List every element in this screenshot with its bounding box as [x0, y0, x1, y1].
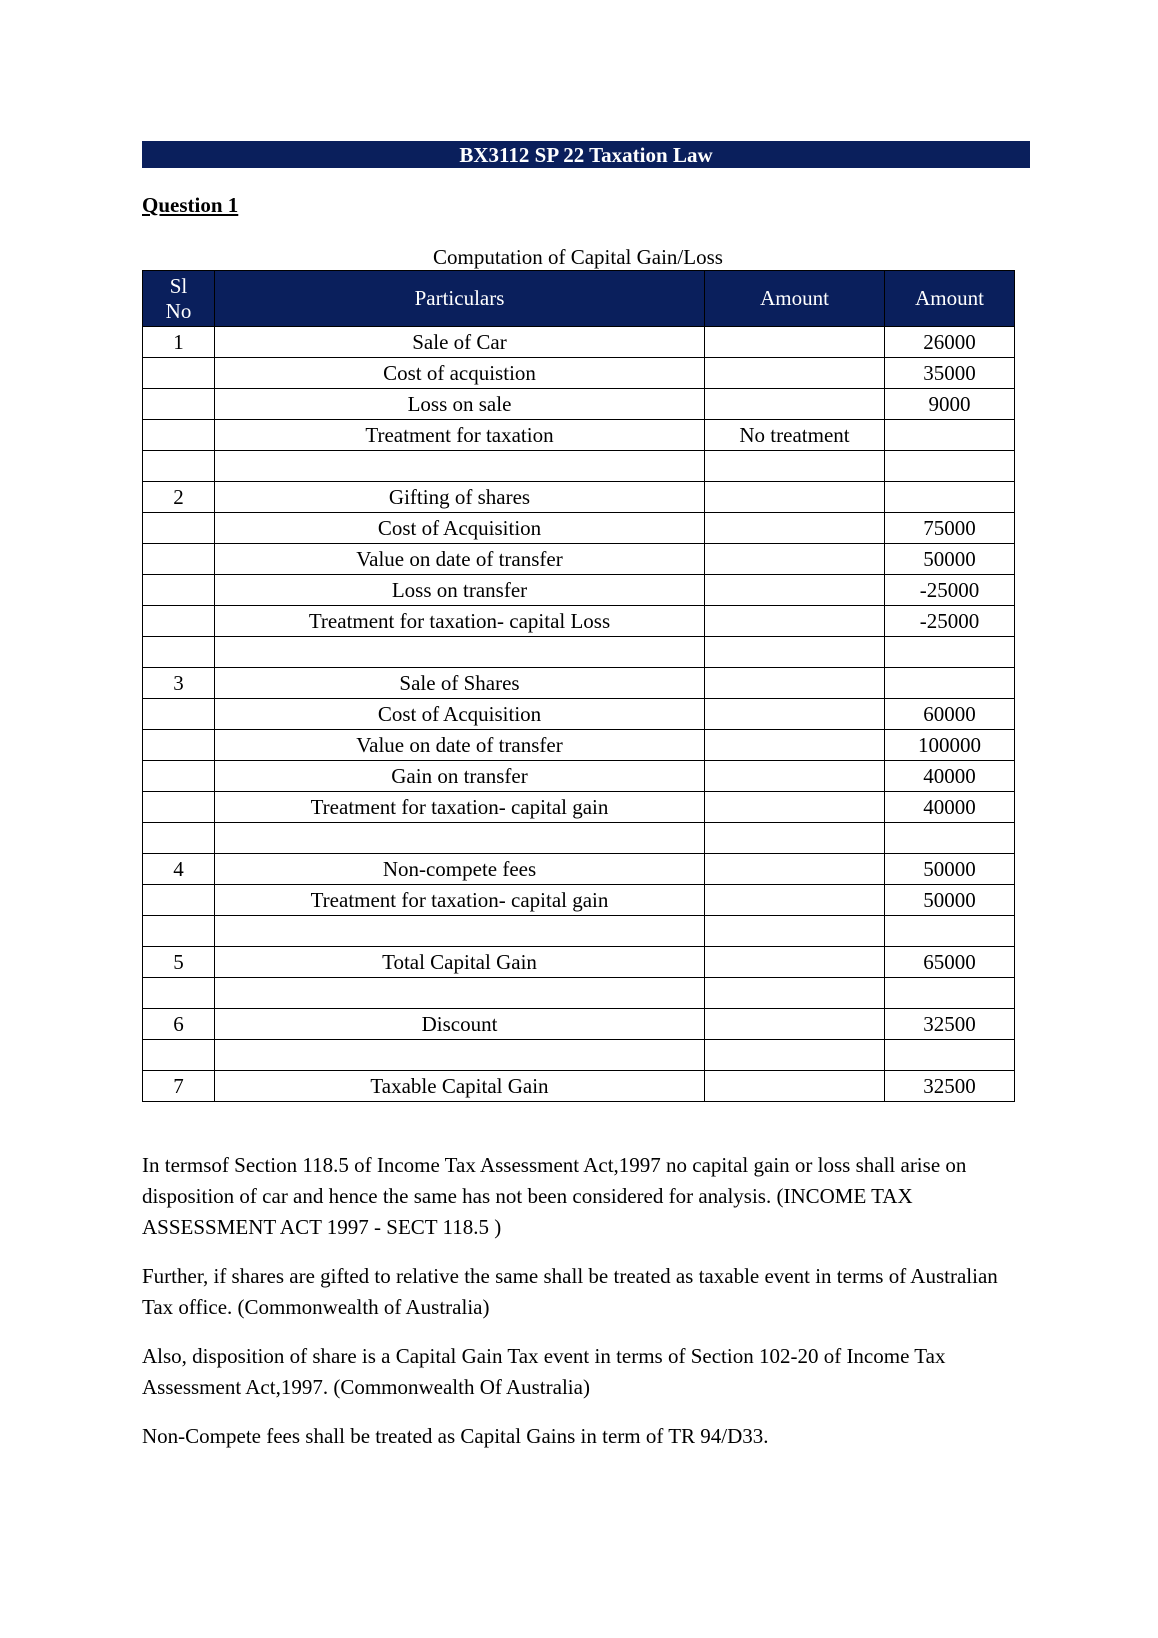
cell-amount: [705, 1040, 885, 1071]
cell-amount-total: 26000: [885, 327, 1015, 358]
table-row: [143, 1040, 1015, 1071]
cell-sl-no: [143, 885, 215, 916]
cell-particulars: Gifting of shares: [215, 482, 705, 513]
cell-amount-total: 40000: [885, 792, 1015, 823]
table-row: [143, 544, 1015, 575]
cell-sl-no: [143, 637, 215, 668]
cell-amount: [705, 823, 885, 854]
column-header-sl-no: [143, 271, 215, 327]
cell-amount-total: 60000: [885, 699, 1015, 730]
note-paragraph: Further, if shares are gifted to relative the same shall be treated as taxable event in terms of Australian Tax office. (Commonwealth of Australia): [142, 1264, 998, 1319]
capital-gain-table: [142, 270, 1015, 1102]
cell-amount: [705, 885, 885, 916]
cell-sl-no: 2: [143, 482, 215, 513]
cell-amount: [705, 668, 885, 699]
cell-amount: [705, 978, 885, 1009]
cell-particulars: Treatment for taxation- capital Loss: [215, 606, 705, 637]
cell-amount: [705, 451, 885, 482]
cell-particulars: Loss on transfer: [215, 575, 705, 606]
cell-amount: [705, 947, 885, 978]
cell-amount: [705, 389, 885, 420]
cell-particulars: Taxable Capital Gain: [215, 1071, 705, 1102]
cell-particulars: Cost of acquistion: [215, 358, 705, 389]
note-paragraph: Also, disposition of share is a Capital Gain Tax event in terms of Section 102-20 of Income Tax Assessment Act,1997. (Commonwealth Of Australia): [142, 1344, 946, 1399]
cell-amount-total: [885, 978, 1015, 1009]
cell-amount: [705, 1071, 885, 1102]
column-header-amount-total: Amount: [885, 271, 1015, 327]
question-heading: Question 1: [142, 193, 239, 217]
table-row: [143, 637, 1015, 668]
cell-particulars: Treatment for taxation- capital gain: [215, 885, 705, 916]
cell-particulars: [215, 1040, 705, 1071]
table-row: [143, 482, 1015, 513]
cell-particulars: Sale of Car: [215, 327, 705, 358]
cell-amount: [705, 606, 885, 637]
cell-amount-total: 100000: [885, 730, 1015, 761]
cell-amount-total: [885, 482, 1015, 513]
column-header-label: Sl No: [165, 273, 192, 323]
cell-particulars: Loss on sale: [215, 389, 705, 420]
cell-amount-total: [885, 637, 1015, 668]
cell-sl-no: [143, 451, 215, 482]
table-row: [143, 575, 1015, 606]
cell-amount-total: 32500: [885, 1009, 1015, 1040]
cell-amount-total: [885, 420, 1015, 451]
cell-sl-no: [143, 575, 215, 606]
table-row: [143, 978, 1015, 1009]
table-row: [143, 730, 1015, 761]
explanatory-notes: [142, 1150, 1030, 1452]
document-title: BX3112 SP 22 Taxation Law: [142, 141, 1030, 168]
cell-amount-total: 75000: [885, 513, 1015, 544]
cell-amount-total: -25000: [885, 606, 1015, 637]
cell-amount: [705, 575, 885, 606]
cell-amount-total: 50000: [885, 544, 1015, 575]
cell-sl-no: [143, 699, 215, 730]
table-row: [143, 327, 1015, 358]
cell-amount: [705, 761, 885, 792]
table-row: [143, 947, 1015, 978]
cell-sl-no: 4: [143, 854, 215, 885]
table-row: [143, 823, 1015, 854]
cell-particulars: Treatment for taxation: [215, 420, 705, 451]
cell-amount-total: [885, 451, 1015, 482]
note-paragraph: In termsof Section 118.5 of Income Tax Assessment Act,1997 no capital gain or loss shall arise on disposition of car and hence the same has not been considered for analysis. (INCOME TAX ASSESSMENT ACT 1997 - SECT 118.5 ): [142, 1153, 967, 1239]
column-header-particulars: Particulars: [215, 271, 705, 327]
cell-particulars: [215, 823, 705, 854]
cell-particulars: [215, 637, 705, 668]
table-row: [143, 389, 1015, 420]
cell-sl-no: [143, 513, 215, 544]
cell-amount-total: 65000: [885, 947, 1015, 978]
cell-amount-total: [885, 823, 1015, 854]
cell-particulars: [215, 451, 705, 482]
cell-sl-no: [143, 823, 215, 854]
cell-particulars: Non-compete fees: [215, 854, 705, 885]
cell-sl-no: 5: [143, 947, 215, 978]
cell-amount: [705, 513, 885, 544]
column-header-amount: Amount: [705, 271, 885, 327]
table-row: [143, 358, 1015, 389]
cell-amount: [705, 544, 885, 575]
cell-particulars: Discount: [215, 1009, 705, 1040]
cell-particulars: Treatment for taxation- capital gain: [215, 792, 705, 823]
cell-particulars: Gain on transfer: [215, 761, 705, 792]
table-row: [143, 668, 1015, 699]
table-row: [143, 854, 1015, 885]
cell-amount: [705, 792, 885, 823]
cell-particulars: Cost of Acquisition: [215, 513, 705, 544]
cell-sl-no: [143, 420, 215, 451]
cell-sl-no: [143, 792, 215, 823]
cell-sl-no: [143, 544, 215, 575]
cell-amount: [705, 699, 885, 730]
table-row: [143, 1071, 1015, 1102]
cell-amount: [705, 1009, 885, 1040]
table-caption: Computation of Capital Gain/Loss: [433, 245, 723, 269]
cell-amount: [705, 730, 885, 761]
cell-particulars: Value on date of transfer: [215, 730, 705, 761]
table-row: [143, 761, 1015, 792]
cell-particulars: Value on date of transfer: [215, 544, 705, 575]
cell-amount-total: 32500: [885, 1071, 1015, 1102]
cell-sl-no: 6: [143, 1009, 215, 1040]
cell-sl-no: [143, 606, 215, 637]
cell-amount-total: -25000: [885, 575, 1015, 606]
table-row: [143, 699, 1015, 730]
cell-amount: [705, 358, 885, 389]
cell-particulars: [215, 978, 705, 1009]
table-body: [143, 327, 1015, 1102]
table-row: [143, 451, 1015, 482]
table-row: [143, 606, 1015, 637]
cell-sl-no: [143, 761, 215, 792]
cell-amount-total: [885, 916, 1015, 947]
table-row: [143, 513, 1015, 544]
note-paragraph: Non-Compete fees shall be treated as Capital Gains in term of TR 94/D33.: [142, 1424, 769, 1448]
cell-amount: [705, 854, 885, 885]
cell-amount: [705, 916, 885, 947]
cell-particulars: Cost of Acquisition: [215, 699, 705, 730]
cell-amount-total: 50000: [885, 885, 1015, 916]
table-header-row: [143, 271, 1015, 327]
cell-amount-total: [885, 668, 1015, 699]
cell-amount-total: 9000: [885, 389, 1015, 420]
cell-sl-no: [143, 730, 215, 761]
cell-amount-total: 40000: [885, 761, 1015, 792]
cell-particulars: Total Capital Gain: [215, 947, 705, 978]
cell-sl-no: [143, 1040, 215, 1071]
cell-amount: No treatment: [705, 420, 885, 451]
cell-amount: [705, 482, 885, 513]
document-page: [142, 141, 1030, 1470]
cell-sl-no: [143, 978, 215, 1009]
table-row: [143, 885, 1015, 916]
table-row: [143, 792, 1015, 823]
cell-amount-total: 50000: [885, 854, 1015, 885]
cell-amount: [705, 327, 885, 358]
cell-sl-no: 1: [143, 327, 215, 358]
cell-sl-no: [143, 358, 215, 389]
cell-sl-no: [143, 916, 215, 947]
cell-sl-no: [143, 389, 215, 420]
cell-sl-no: 7: [143, 1071, 215, 1102]
cell-amount: [705, 637, 885, 668]
cell-sl-no: 3: [143, 668, 215, 699]
cell-amount-total: 35000: [885, 358, 1015, 389]
cell-particulars: [215, 916, 705, 947]
cell-particulars: Sale of Shares: [215, 668, 705, 699]
cell-amount-total: [885, 1040, 1015, 1071]
table-row: [143, 420, 1015, 451]
table-row: [143, 1009, 1015, 1040]
table-row: [143, 916, 1015, 947]
